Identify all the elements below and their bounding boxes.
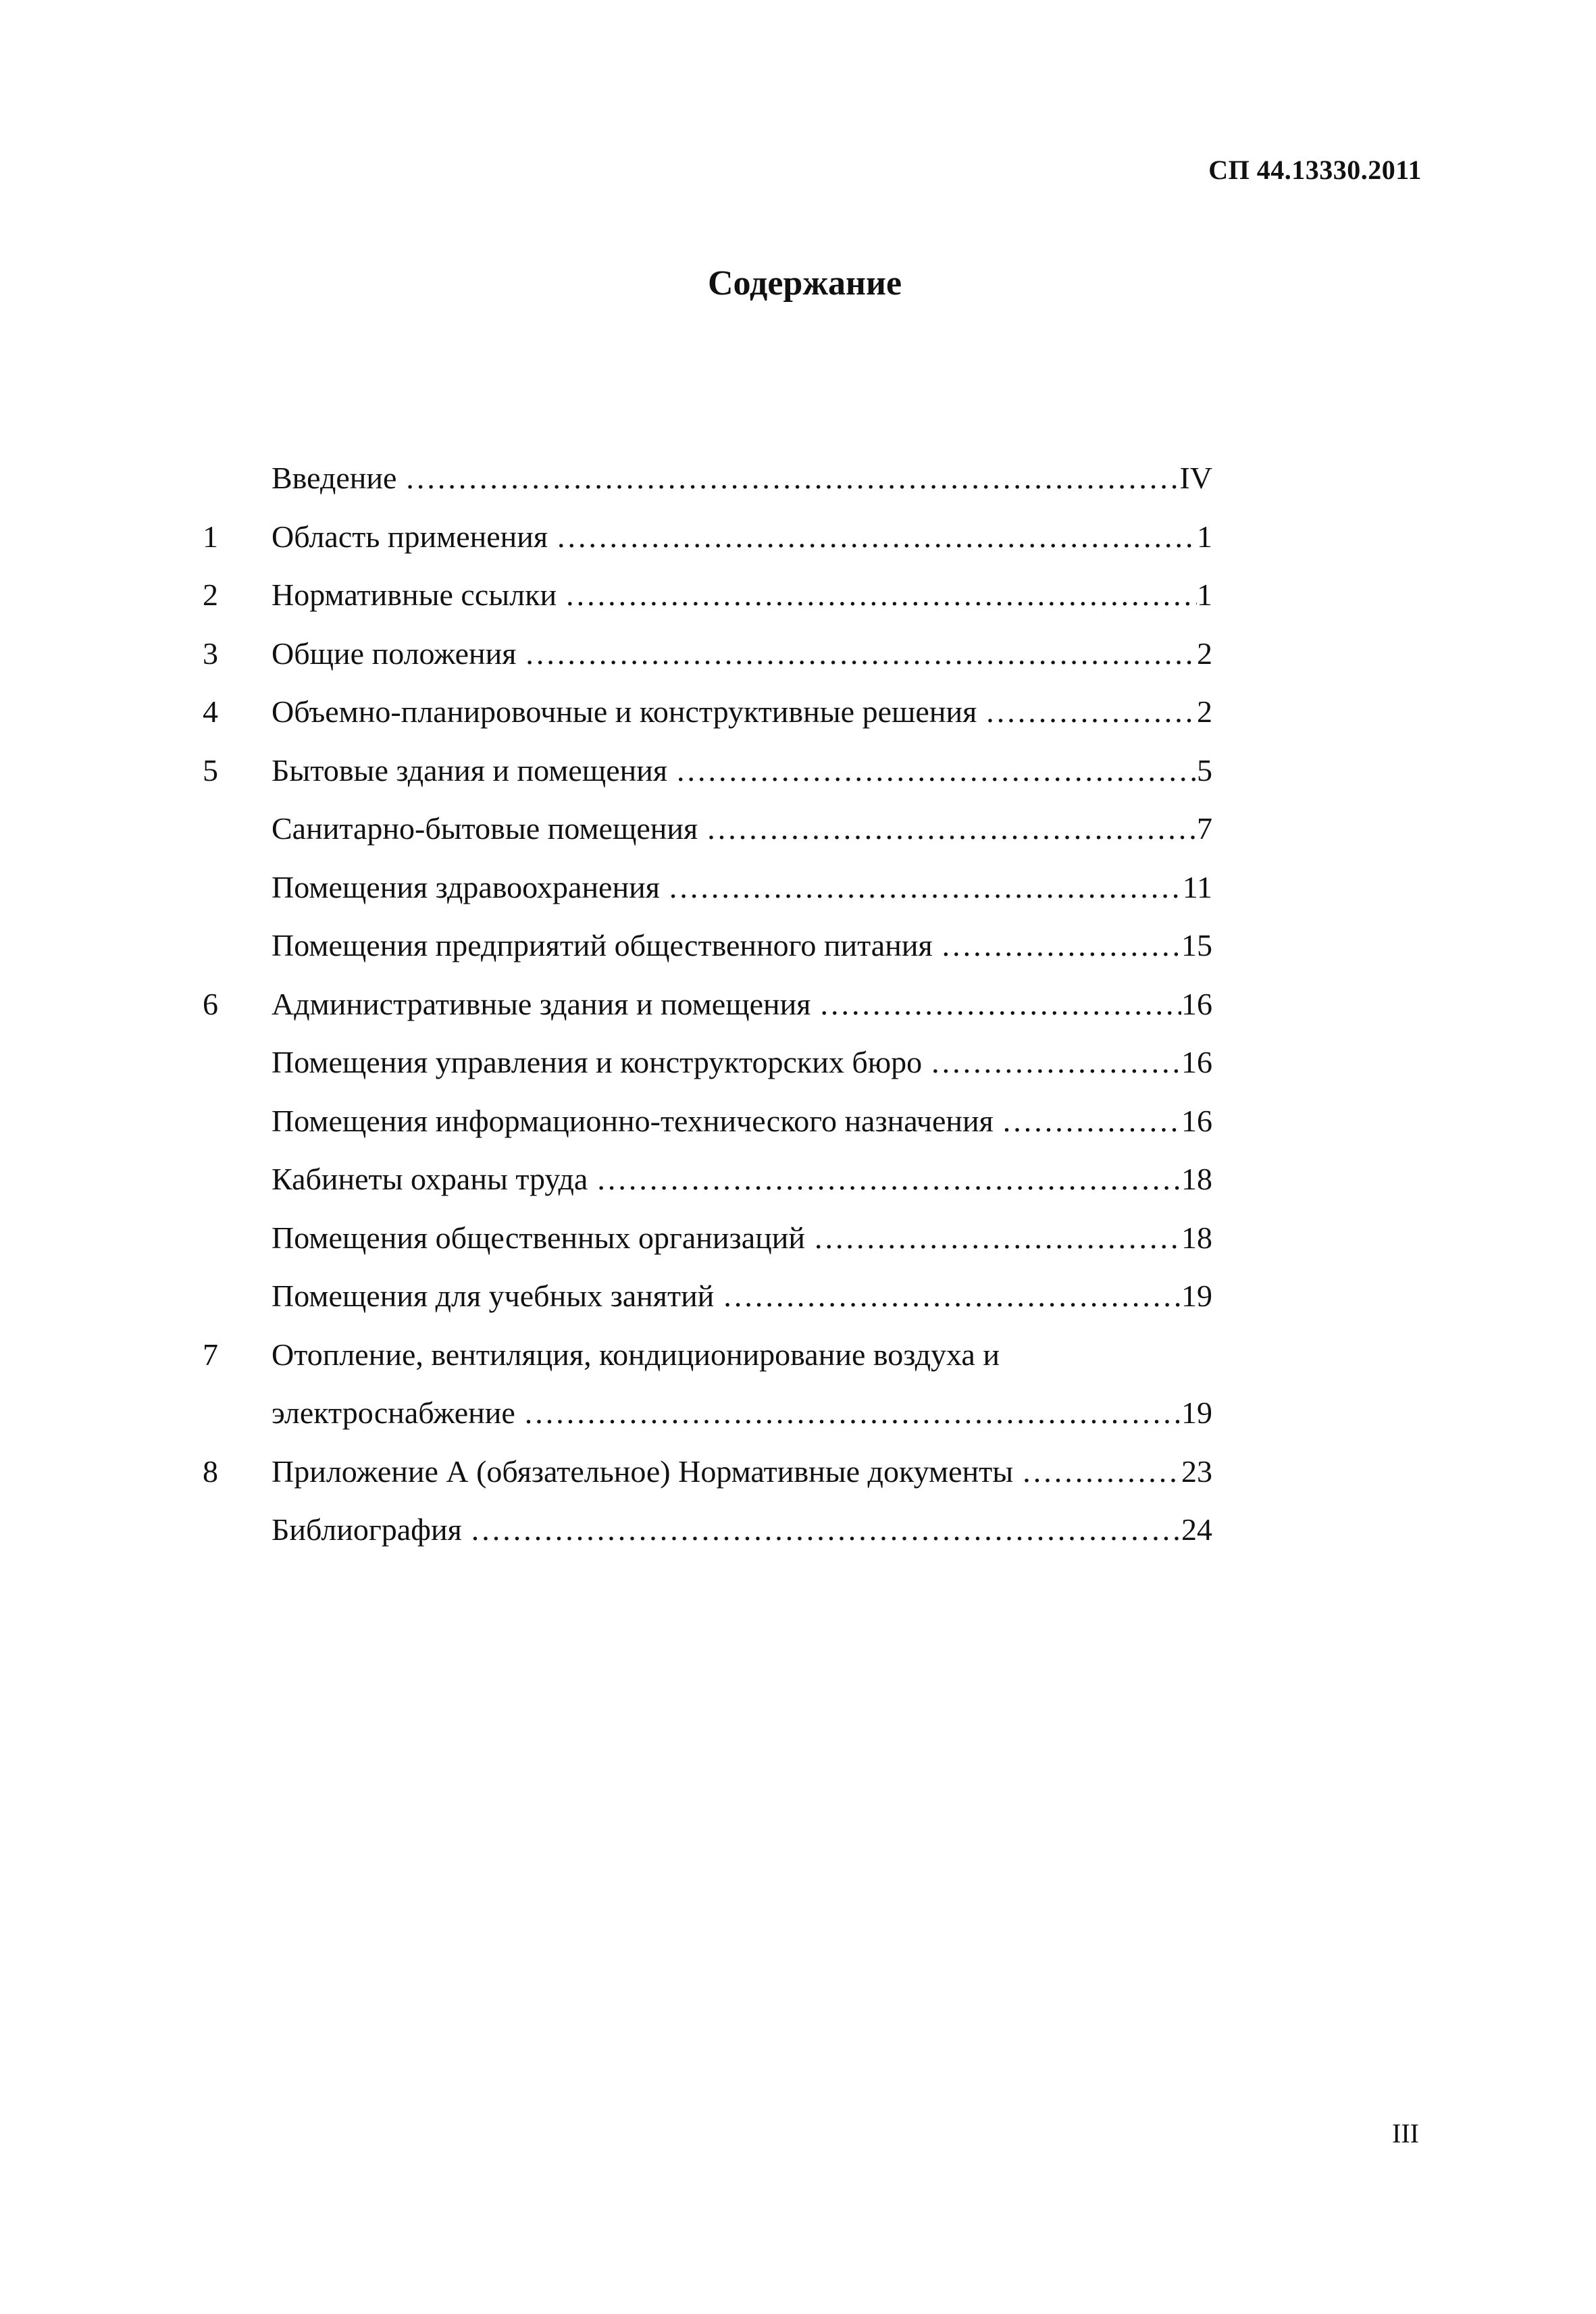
dot-leader	[406, 457, 1179, 500]
toc-entry-management-rooms[interactable]	[203, 1035, 1212, 1094]
document-code: СП 44.13330.2011	[1208, 155, 1422, 185]
toc-entry-page: 16	[1181, 1045, 1212, 1079]
toc-entry-introduction[interactable]	[203, 451, 1212, 510]
dot-leader	[669, 866, 1183, 909]
toc-entry-page: 19	[1181, 1279, 1212, 1313]
toc-entry-title: Общие положения	[272, 636, 517, 671]
toc-entry-page: 2	[1197, 694, 1212, 729]
toc-entry-number: 7	[203, 1337, 218, 1372]
toc-entry-page: 15	[1181, 928, 1212, 962]
page-number: III	[1392, 2118, 1419, 2149]
dot-leader	[723, 1275, 1181, 1318]
toc-entry-title: Объемно-планировочные и конструктивные решения	[272, 694, 977, 729]
toc-entry-title: Помещения общественных организаций	[272, 1220, 805, 1255]
toc-entry-number: 3	[203, 636, 218, 671]
toc-entry-title: Область применения	[272, 519, 548, 554]
toc-entry-page: 1	[1197, 519, 1212, 554]
toc-entry-public-organizations-rooms[interactable]	[203, 1211, 1212, 1270]
toc-entry-sanitary-rooms[interactable]	[203, 802, 1212, 860]
toc-entry-title: электроснабжение	[272, 1395, 515, 1430]
dot-leader	[707, 807, 1197, 850]
toc-entry-title: Помещения управления и конструкторских бюро	[272, 1045, 923, 1079]
toc-entry-power-supply[interactable]	[203, 1386, 1212, 1445]
toc-entry-administrative-buildings[interactable]	[203, 977, 1212, 1036]
dot-leader	[566, 573, 1197, 617]
toc-entry-page: 7	[1197, 811, 1212, 846]
dot-leader	[942, 924, 1181, 967]
toc-entry-number: 2	[203, 577, 218, 612]
toc-entry-number: 6	[203, 986, 218, 1021]
toc-entry-page: 1	[1197, 577, 1212, 612]
toc-entry-page: 11	[1182, 869, 1212, 904]
dot-leader	[557, 515, 1197, 559]
toc-entry-title: Помещения для учебных занятий	[272, 1279, 715, 1313]
toc-entry-appendix-a[interactable]	[203, 1445, 1212, 1503]
dot-leader	[525, 632, 1197, 675]
toc-entry-title: Помещения предприятий общественного питания	[272, 928, 933, 962]
dot-leader	[597, 1158, 1181, 1201]
dot-leader	[471, 1508, 1181, 1551]
dot-leader	[820, 983, 1181, 1026]
toc-entry-page: 23	[1181, 1454, 1212, 1489]
dot-leader	[525, 1391, 1181, 1435]
toc-entry-general-provisions[interactable]	[203, 627, 1212, 686]
toc-entry-planning-solutions[interactable]	[203, 685, 1212, 744]
toc-entry-page: IV	[1179, 461, 1212, 495]
toc-entry-healthcare-rooms[interactable]	[203, 860, 1212, 919]
toc-entry-heating-ventilation[interactable]	[203, 1328, 1212, 1387]
toc-entry-page: 16	[1181, 986, 1212, 1021]
toc-entry-bibliography[interactable]	[203, 1503, 1212, 1562]
toc-entry-page: 5	[1197, 752, 1212, 788]
toc-title: Содержание	[707, 264, 902, 303]
toc-entry-scope[interactable]	[203, 510, 1212, 569]
toc-entry-title: Административные здания и помещения	[272, 986, 811, 1021]
toc-entry-household-buildings[interactable]	[203, 744, 1212, 802]
toc-entry-page: 16	[1181, 1103, 1212, 1138]
toc-entry-title: Приложение А (обязательное) Нормативные документы	[272, 1454, 1014, 1489]
dot-leader	[815, 1216, 1181, 1260]
toc-entry-labor-protection-rooms[interactable]	[203, 1152, 1212, 1211]
toc-entry-it-rooms[interactable]	[203, 1094, 1212, 1153]
toc-entry-page: 19	[1181, 1395, 1212, 1430]
toc-entry-title: Кабинеты охраны труда	[272, 1162, 588, 1196]
toc-entry-number: 4	[203, 694, 218, 729]
dot-leader	[1003, 1100, 1181, 1143]
toc-entry-title: Помещения информационно-технического назначения	[272, 1103, 994, 1138]
toc-entry-title: Бытовые здания и помещения	[272, 752, 668, 788]
toc-entry-training-rooms[interactable]	[203, 1269, 1212, 1328]
dot-leader	[986, 690, 1197, 734]
toc-entry-page: 2	[1197, 636, 1212, 671]
toc-entry-page: 18	[1181, 1162, 1212, 1196]
dot-leader	[1023, 1450, 1181, 1493]
toc-entry-catering-rooms[interactable]	[203, 919, 1212, 977]
toc-entry-title: Санитарно-бытовые помещения	[272, 811, 698, 846]
toc-entry-title: Нормативные ссылки	[272, 577, 557, 612]
toc-entry-title: Библиография	[272, 1512, 462, 1547]
toc-entry-page: 18	[1181, 1220, 1212, 1255]
toc-entry-number: 5	[203, 752, 218, 788]
toc-entry-number: 1	[203, 519, 218, 554]
toc-entry-number: 8	[203, 1454, 218, 1489]
toc-entry-page: 24	[1181, 1512, 1212, 1547]
toc-entry-normative-references[interactable]	[203, 568, 1212, 627]
dot-leader	[677, 749, 1197, 792]
table-of-contents	[203, 451, 1212, 1562]
toc-entry-title: Введение	[272, 461, 397, 495]
dot-leader	[931, 1041, 1181, 1084]
toc-entry-title: Отопление, вентиляция, кондиционирование воздуха и	[272, 1337, 1000, 1372]
toc-entry-title: Помещения здравоохранения	[272, 869, 660, 904]
